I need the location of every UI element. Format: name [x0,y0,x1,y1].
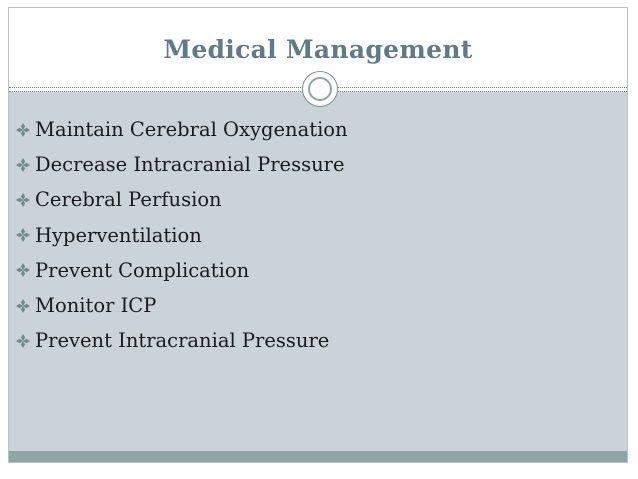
diamond-bullet-icon [16,228,30,242]
list-item [16,323,348,358]
diamond-bullet-icon [16,299,30,313]
bullet-text: Monitor ICP [35,294,157,318]
bottom-bar [9,451,627,462]
bullet-list [16,112,348,358]
bullet-text: Maintain Cerebral Oxygenation [35,118,348,142]
diamond-bullet-icon [16,334,30,348]
divider-circle-inner [308,77,332,101]
bullet-text: Cerebral Perfusion [35,188,222,212]
list-item [16,253,348,288]
diamond-bullet-icon [16,158,30,172]
bullet-text: Prevent Intracranial Pressure [35,329,330,353]
diamond-bullet-icon [16,123,30,137]
bullet-text: Decrease Intracranial Pressure [35,153,345,177]
list-item [16,218,348,253]
list-item [16,112,348,147]
bullet-text: Hyperventilation [35,223,202,247]
list-item [16,288,348,323]
list-item [16,182,348,217]
divider-circle-icon [302,71,338,107]
diamond-bullet-icon [16,193,30,207]
list-item [16,147,348,182]
diamond-bullet-icon [16,263,30,277]
slide-title: Medical Management [163,35,473,64]
bullet-text: Prevent Complication [35,258,250,282]
